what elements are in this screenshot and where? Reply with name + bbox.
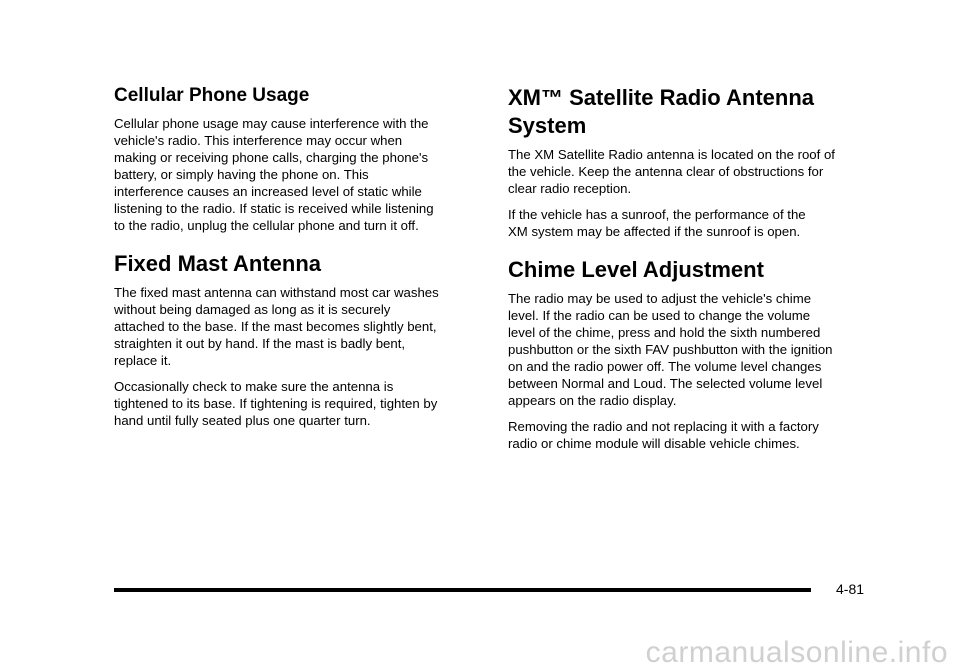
paragraph-xm-antenna-2: If the vehicle has a sunroof, the performance of the XM system may be affected if the sunroof is open. xyxy=(508,207,806,239)
paragraph-chime-level-2: Removing the radio and not replacing it with a factory radio or chime module will disable vehicle chimes. xyxy=(508,419,819,451)
paragraph-cellular-phone-usage: Cellular phone usage may cause interference with the vehicle's radio. This interference may occur when making or receiving phone calls, charging the phone's battery, or simply having the phone on. This interference causes an increased level of static while listening to the radio. If static is received while listening to the radio, unplug the cellular phone and turn it off. xyxy=(114,116,434,233)
left-column xyxy=(114,84,484,438)
footer-rule xyxy=(114,588,811,592)
paragraph-fixed-mast-antenna-2: Occasionally check to make sure the antenna is tightened to its base. If tightening is required, tighten by hand until fully seated plus one quarter turn. xyxy=(114,379,438,428)
paragraph-xm-antenna-1: The XM Satellite Radio antenna is located on the roof of the vehicle. Keep the antenna clear of obstructions for clear radio reception. xyxy=(508,147,835,196)
paragraph-fixed-mast-antenna-1: The fixed mast antenna can withstand most car washes without being damaged as long as it is securely attached to the base. If the mast becomes slightly bent, straighten it out by hand. If the mast is badly bent, replace it. xyxy=(114,285,439,368)
heading-fixed-mast-antenna: Fixed Mast Antenna xyxy=(114,251,321,276)
heading-xm-satellite-radio-antenna: XM™ Satellite Radio Antenna System xyxy=(508,85,815,138)
right-column xyxy=(508,84,878,461)
page-number: 4-81 xyxy=(836,581,865,597)
watermark: carmanualsonline.info xyxy=(645,636,948,669)
paragraph-chime-level-1: The radio may be used to adjust the vehicle's chime level. If the radio can be used to change the volume level of the chime, press and hold the sixth numbered pushbutton or the sixth FAV pushbutton with the ignition on and the radio power off. The volume level changes between Normal and Loud. The selected volume level appears on the radio display. xyxy=(508,291,833,408)
heading-chime-level-adjustment: Chime Level Adjustment xyxy=(508,257,764,282)
heading-cellular-phone-usage: Cellular Phone Usage xyxy=(114,85,310,106)
